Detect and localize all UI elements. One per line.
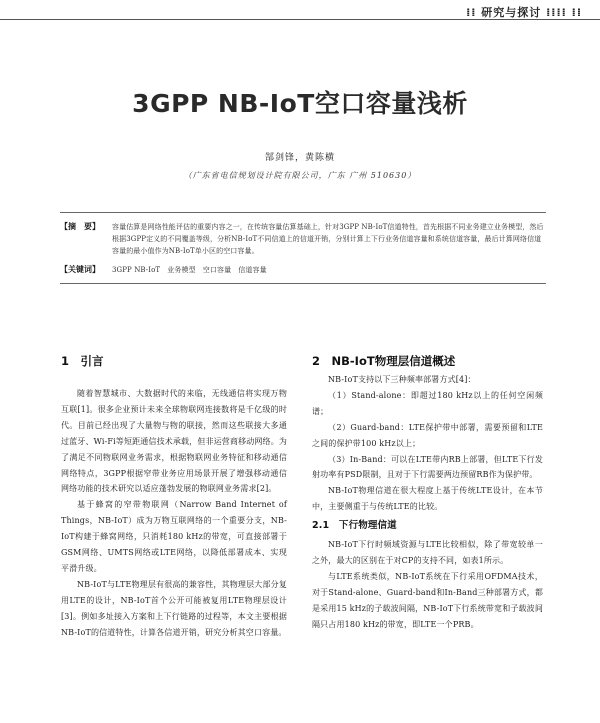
section-1-paragraph: NB-IoT与LTE物理层有很高的兼容性，其物理层大部分复用LTE的设计，NB-IoT首个公开可能被复用LTE物理层设计[3]。例如多址接入方案和上下行链路的过程等，本文主要根据NB-IoT的信道特性，计算各信道开销，研究分析其空口容量。 (61, 579, 287, 637)
keywords-label: 【关键词】 (60, 264, 100, 274)
subsection-2-1-heading: 2.1 下行物理信道 (312, 520, 397, 532)
abstract-label: 【摘 要】 (60, 221, 100, 231)
keywords-text: 3GPP NB-IoT 业务模型 空口容量 信道容量 (112, 266, 267, 274)
abstract-top-rule (60, 212, 546, 213)
section-2-paragraph: NB-IoT物理信道在很大程度上基于传统LTE设计，在本节中，主要侧重于与传统LTE的比较。 (312, 486, 543, 512)
right-column (312, 372, 543, 633)
section-2-heading: 2 NB-IoT物理层信道概述 (312, 354, 456, 368)
section-1-heading: 1 引言 (61, 354, 104, 368)
affiliation: （广东省电信规划设计院有限公司，广东 广州 510630） (183, 171, 417, 180)
subsection-2-1-paragraph: 与LTE系统类似，NB-IoT系统在下行采用OFDMA技术，对于Stand-alone、Guard-band和In-Band三种部署方式，都是采用15 kHz的子载波间隔，NB-IoT下行系统带宽和子载波间隔只占用180 kHz的带宽，即LTE一个PRB。 (312, 571, 543, 629)
section-2-paragraph: NB-IoT支持以下三种频率部署方式[4]： (328, 375, 476, 384)
header-rule (0, 19, 600, 20)
section-1-paragraph: 随着智慧城市、大数据时代的来临，无线通信将实现万物互联[1]。很多企业预计未来全球物联网连接数将是千亿级的时代。目前已经出现了大量物与物的联接，然而这些联接大多通过蓝牙、Wi-Fi等短距通信技术承载，但非运营商移动网络。为了满足不同物联网业务需求，根据物联网业务特征和移动通信网络特点，3GPP根据窄带业务应用场景开展了增强移动通信网络功能的技术研究以适应蓬勃发展的物联网业务需求[2]。 (61, 389, 287, 494)
section-1-paragraph: 基于蜂窝的窄带物联网（Narrow Band Internet of Things，NB-IoT）成为万物互联网络的一个重要分支，NB-IoT构建于蜂窝网络，只消耗180 kHz的带宽，可直接部署于GSM网络、UMTS网络或LTE网络，以降低部署成本、实现平滑升级。 (61, 500, 287, 573)
left-column (61, 386, 287, 641)
paper-title: 3GPP NB-IoT空口容量浅析 (132, 89, 468, 118)
abstract-bottom-rule (60, 283, 546, 284)
section-2-paragraph: （2）Guard-band：LTE保护带中部署，需要预留和LTE之间的保护带100 kHz以上； (312, 422, 543, 448)
subsection-2-1-paragraph: NB-IoT下行时频域资源与LTE比较相似，除了带宽较单一之外，最大的区别在于对CP的支持不同，如表1所示。 (312, 540, 543, 565)
section-2-paragraph: （3）In-Band：可以在LTE带内RB上部署，但LTE下行发射功率有PSD限制，且对于下行需要两边预留RB作为保护带。 (312, 454, 543, 480)
abstract-text: 容量估算是网络性能评估的重要内容之一，在传统容量估算基础上，针对3GPP NB-IoT信道特性，首先根据不同业务建立业务模型，然后根据3GPP定义的不同覆盖等级，分析NB-IoT不同信道上的信道开销，分别计算上下行业务信道容量和系统信道容量，最后计算网络信道容量的最小值作为NB-IoT单小区的空口容量。 (112, 223, 544, 255)
section-2-paragraph: （1）Stand-alone：即超过180 kHz以上的任何空闲频谱； (312, 390, 543, 416)
journal-column-tag: ⁞⁞ 研究与探讨 ⁞⁞⁞⁞ ⁞⁞ (466, 6, 582, 19)
authors: 郜剑锋，黄陈横 (264, 153, 335, 163)
